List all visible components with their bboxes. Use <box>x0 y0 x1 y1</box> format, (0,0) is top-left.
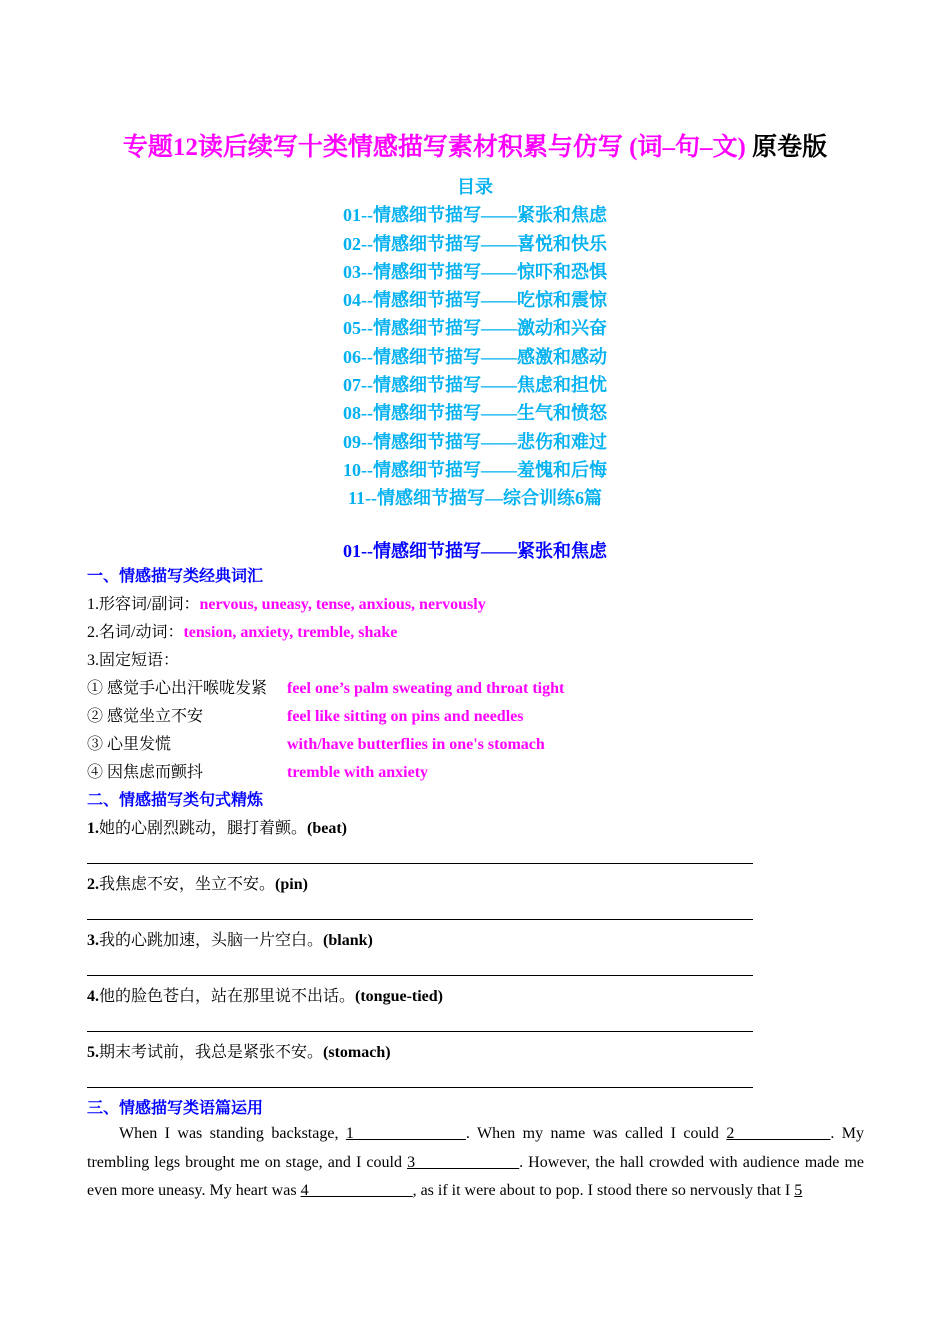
sentence-hint: (pin) <box>275 876 308 893</box>
adjective-label: 1.形容词/副词： <box>87 596 200 613</box>
title-main: 专题12读后续写十类情感描写素材积累与仿写 (词–句–文) <box>122 134 746 161</box>
title-suffix: 原卷版 <box>752 134 828 161</box>
answer-line[interactable] <box>87 955 864 983</box>
sentence-zh: 期末考试前，我总是紧张不安。 <box>99 1044 324 1061</box>
sentence-zh: 他的脸色苍白，站在那里说不出话。 <box>99 988 356 1005</box>
sentence-prompt <box>87 983 864 1011</box>
phrase-zh: ② 感觉坐立不安 <box>87 708 204 725</box>
sentence-prompt <box>87 871 864 899</box>
sentence-hint: (stomach) <box>323 1044 391 1061</box>
toc-item-01[interactable]: 01--情感细节描写——紧张和焦虑 <box>343 205 607 226</box>
phrase-en: feel one’s palm sweating and throat tight <box>287 680 565 697</box>
passage-text: When I was standing backstage, <box>119 1125 346 1142</box>
phrase-zh: ③ 心里发慌 <box>87 736 172 753</box>
section-content <box>87 563 864 1123</box>
toc-item-09[interactable]: 09--情感细节描写——悲伤和难过 <box>343 431 607 452</box>
toc-item-07[interactable]: 07--情感细节描写——焦虑和担忧 <box>343 375 607 396</box>
sentence-prompt <box>87 815 864 843</box>
noun-line <box>87 619 864 647</box>
blank-3[interactable]: 3_____________ <box>407 1153 520 1171</box>
document-title <box>0 130 950 166</box>
toc-item-06[interactable]: 06--情感细节描写——感激和感动 <box>343 346 607 367</box>
phrase-row <box>87 759 864 787</box>
phrase-en: with/have butterflies in one's stomach <box>287 736 545 753</box>
passage-paragraph <box>87 1120 864 1206</box>
blank-4[interactable]: 4_____________ <box>300 1182 413 1199</box>
phrase-label: 3.固定短语： <box>87 652 180 669</box>
passage-heading: 三、情感描写类语篇运用 <box>87 1100 264 1117</box>
sentence-number: 1. <box>87 820 99 837</box>
noun-words: tension, anxiety, tremble, shake <box>183 624 398 641</box>
sentence-zh: 她的心剧烈跳动，腿打着颤。 <box>99 820 308 837</box>
answer-line[interactable] <box>87 843 864 871</box>
toc-item-11[interactable]: 11--情感细节描写—综合训练6篇 <box>348 488 602 509</box>
phrase-zh: ① 感觉手心出汗喉咙发紧 <box>87 680 268 697</box>
phrase-row <box>87 731 864 759</box>
blank-5[interactable]: 5 <box>794 1182 803 1199</box>
blank-1[interactable]: 1______________ <box>345 1125 466 1142</box>
phrase-en: feel like sitting on pins and needles <box>287 708 524 725</box>
toc-item-08[interactable]: 08--情感细节描写——生气和愤怒 <box>343 403 607 424</box>
sentence-prompt <box>87 927 864 955</box>
sentence-zh: 我的心跳加速，头脑一片空白。 <box>99 932 324 949</box>
sentence-hint: (tongue-tied) <box>355 988 443 1005</box>
toc-item-03[interactable]: 03--情感细节描写——惊吓和恐惧 <box>343 261 607 282</box>
sentence-number: 2. <box>87 876 99 893</box>
passage-text: , as if it were about to pop. I stood there so nervously that I <box>412 1182 795 1199</box>
adjective-words: nervous, uneasy, tense, anxious, nervously <box>199 596 486 613</box>
phrase-en: tremble with anxiety <box>287 764 429 781</box>
sentence-number: 5. <box>87 1044 99 1061</box>
passage-text: . When my name was called I could <box>465 1125 727 1142</box>
passage-text: . However, the hall crowded with audience made me even more uneasy. My heart was <box>87 1153 865 1199</box>
sentence-hint: (blank) <box>323 932 373 949</box>
noun-label: 2.名词/动词： <box>87 624 184 641</box>
answer-line[interactable] <box>87 1067 864 1095</box>
sentence-number: 4. <box>87 988 99 1005</box>
sentence-number: 3. <box>87 932 99 949</box>
toc-item-10[interactable]: 10--情感细节描写——羞愧和后悔 <box>343 459 607 480</box>
sentence-zh: 我焦虑不安，坐立不安。 <box>99 876 276 893</box>
phrase-row <box>87 703 864 731</box>
toc-heading: 目录 <box>457 177 493 197</box>
vocabulary-heading: 一、情感描写类经典词汇 <box>87 568 264 585</box>
section-title: 01--情感细节描写——紧张和焦虑 <box>343 541 607 561</box>
passage-text: . My trembling legs brought me on stage, and I could <box>87 1125 864 1171</box>
blank-2[interactable]: 2____________ <box>726 1125 831 1142</box>
table-of-contents <box>0 173 950 513</box>
toc-item-04[interactable]: 04--情感细节描写——吃惊和震惊 <box>343 290 607 311</box>
sentence-prompt <box>87 1039 864 1067</box>
answer-line[interactable] <box>87 899 864 927</box>
toc-item-05[interactable]: 05--情感细节描写——激动和兴奋 <box>343 318 607 339</box>
adjective-line <box>87 591 864 619</box>
sentence-heading: 二、情感描写类句式精炼 <box>87 792 264 809</box>
phrase-row <box>87 675 864 703</box>
toc-item-02[interactable]: 02--情感细节描写——喜悦和快乐 <box>343 233 607 254</box>
phrase-zh: ④ 因焦虑而颤抖 <box>87 764 204 781</box>
sentence-hint: (beat) <box>307 820 347 837</box>
answer-line[interactable] <box>87 1011 864 1039</box>
